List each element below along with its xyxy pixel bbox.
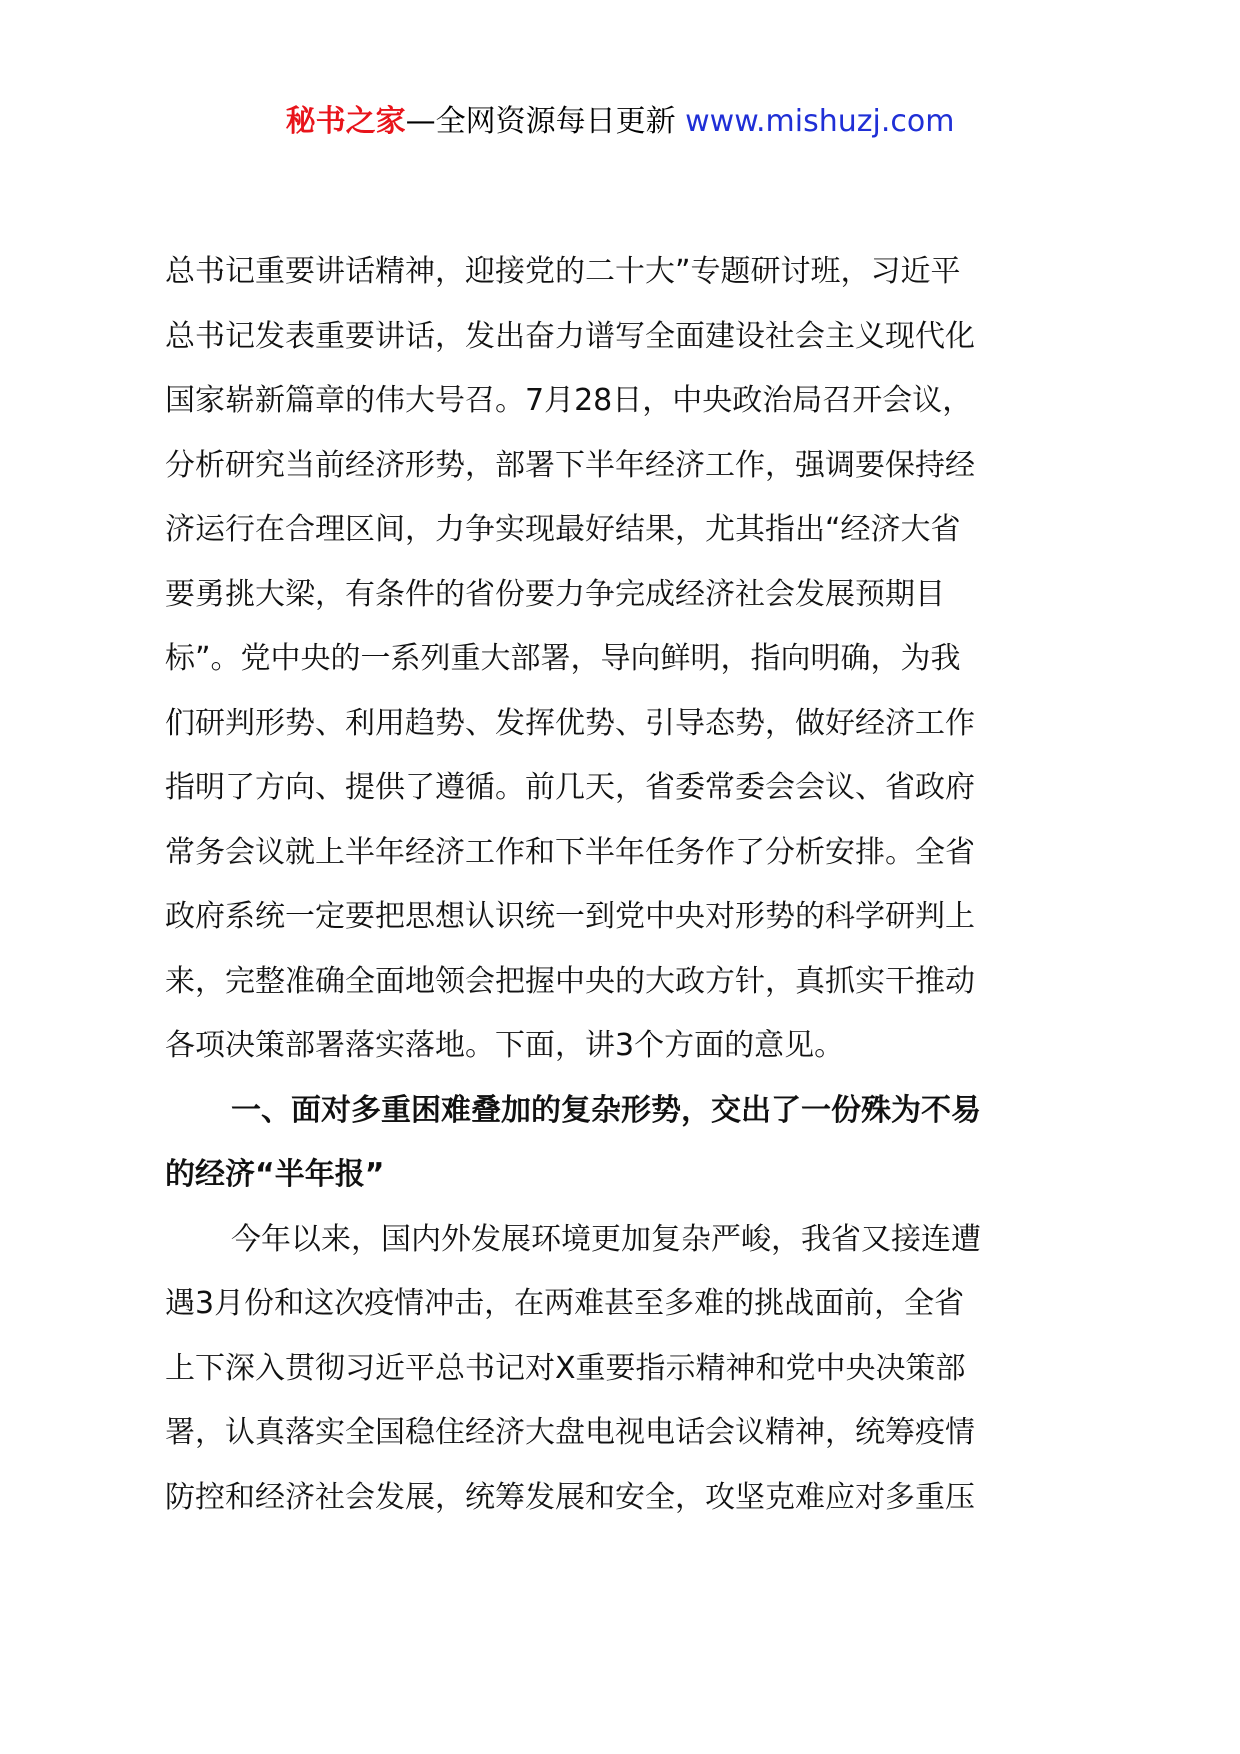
text-line: 总书记发表重要讲话，发出奋力谱写全面建设社会主义现代化 xyxy=(165,318,975,354)
site-header xyxy=(0,100,1240,144)
site-url-link[interactable]: www.mishuzj.com xyxy=(685,104,955,139)
section-heading: 一、面对多重困难叠加的复杂形势，交出了一份殊为不易 xyxy=(231,1092,981,1128)
text-line: 国家崭新篇章的伟大号召。7月28日，中央政治局召开会议， xyxy=(165,383,973,418)
text-line: 分析研究当前经济形势，部署下半年经济工作，强调要保持经 xyxy=(165,447,975,483)
text-line: 要勇挑大梁，有条件的省份要力争完成经济社会发展预期目 xyxy=(165,576,945,612)
text-line: 来，完整准确全面地领会把握中央的大政方针，真抓实干推动 xyxy=(165,963,975,999)
text-line: 各项决策部署落实落地。下面，讲3个方面的意见。 xyxy=(165,1028,845,1063)
text-line: 济运行在合理区间，力争实现最好结果，尤其指出“经济大省 xyxy=(165,512,961,547)
text-line: 政府系统一定要把思想认识统一到党中央对形势的科学研判上 xyxy=(165,899,975,934)
text-line: 上下深入贯彻习近平总书记对X重要指示精神和党中央决策部 xyxy=(165,1350,966,1386)
brand-name: 秘书之家 xyxy=(285,104,406,139)
text-line: 们研判形势、利用趋势、发挥优势、引导态势，做好经济工作 xyxy=(165,705,975,741)
text-line: 防控和经济社会发展，统筹发展和安全，攻坚克难应对多重压 xyxy=(165,1479,975,1515)
section-heading-continued: 的经济“半年报” xyxy=(165,1157,385,1192)
paragraph-start-line: 今年以来，国内外发展环境更加复杂严峻，我省又接连遭 xyxy=(231,1221,981,1257)
text-line: 总书记重要讲话精神，迎接党的二十大”专题研讨班，习近平 xyxy=(165,254,961,289)
text-line: 标”。党中央的一系列重大部署，导向鲜明，指向明确，为我 xyxy=(165,641,961,676)
document-body xyxy=(165,240,1085,1530)
text-line: 常务会议就上半年经济工作和下半年任务作了分析安排。全省 xyxy=(165,834,975,870)
text-line: 指明了方向、提供了遵循。前几天，省委常委会会议、省政府 xyxy=(165,770,975,805)
text-line: 遇3月份和这次疫情冲击，在两难甚至多难的挑战面前，全省 xyxy=(165,1286,965,1321)
header-tagline: —全网资源每日更新 xyxy=(405,104,676,139)
text-line: 署，认真落实全国稳住经济大盘电视电话会议精神，统筹疫情 xyxy=(165,1415,975,1450)
